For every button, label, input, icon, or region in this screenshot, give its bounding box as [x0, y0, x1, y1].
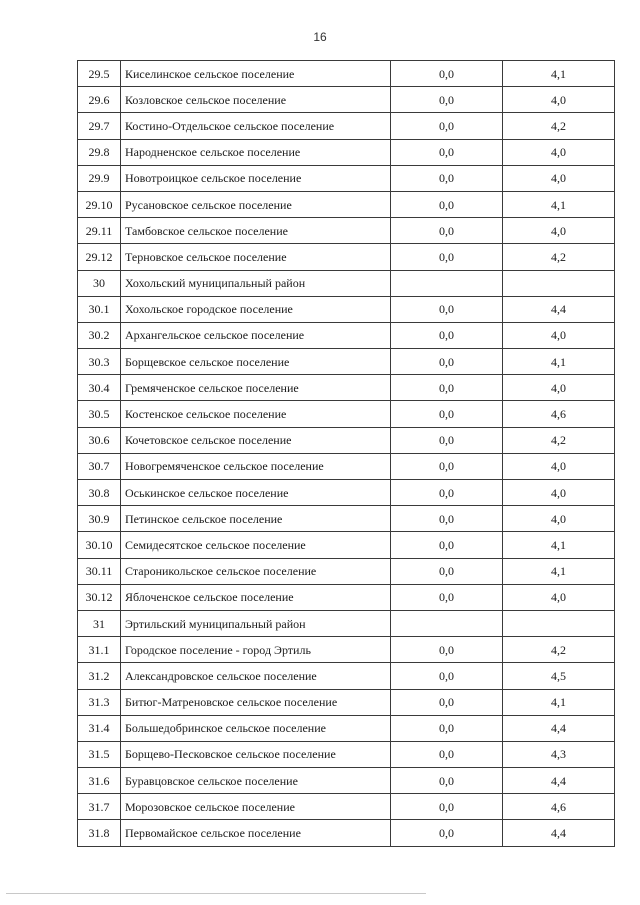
row-value-2-cell: 4,0	[503, 87, 615, 113]
row-name-cell: Хохольское городское поселение	[121, 296, 391, 322]
table-row	[78, 741, 615, 767]
row-value-1-cell: 0,0	[391, 139, 503, 165]
row-name-cell: Терновское сельское поселение	[121, 244, 391, 270]
row-value-1-cell: 0,0	[391, 322, 503, 348]
row-value-2-cell: 4,0	[503, 322, 615, 348]
row-number-cell: 29.9	[78, 165, 121, 191]
row-value-2-cell: 4,6	[503, 401, 615, 427]
row-name-cell: Александровское сельское поселение	[121, 663, 391, 689]
row-name-cell: Староникольское сельское поселение	[121, 558, 391, 584]
row-name-cell: Городское поселение - город Эртиль	[121, 637, 391, 663]
row-name-cell: Петинское сельское поселение	[121, 506, 391, 532]
row-number-cell: 29.8	[78, 139, 121, 165]
table-row	[78, 637, 615, 663]
table-row	[78, 61, 615, 87]
row-number-cell: 29.7	[78, 113, 121, 139]
row-value-1-cell: 0,0	[391, 584, 503, 610]
row-number-cell: 31.5	[78, 741, 121, 767]
table-row	[78, 794, 615, 820]
row-value-1-cell: 0,0	[391, 349, 503, 375]
row-name-cell: Народненское сельское поселение	[121, 139, 391, 165]
row-value-2-cell: 4,0	[503, 165, 615, 191]
row-name-cell: Кочетовское сельское поселение	[121, 427, 391, 453]
row-value-2-cell: 4,4	[503, 296, 615, 322]
row-value-2-cell: 4,0	[503, 480, 615, 506]
row-number-cell: 31	[78, 610, 121, 636]
row-name-cell: Буравцовское сельское поселение	[121, 768, 391, 794]
row-number-cell: 30.5	[78, 401, 121, 427]
row-value-1-cell: 0,0	[391, 87, 503, 113]
table-row	[78, 427, 615, 453]
row-value-2-cell: 4,4	[503, 768, 615, 794]
row-value-2-cell: 4,0	[503, 139, 615, 165]
row-value-2-cell: 4,4	[503, 715, 615, 741]
row-value-1-cell: 0,0	[391, 218, 503, 244]
table-row	[78, 349, 615, 375]
row-number-cell: 30.1	[78, 296, 121, 322]
row-value-2-cell: 4,0	[503, 584, 615, 610]
table-row	[78, 820, 615, 846]
table-row	[78, 689, 615, 715]
table-row	[78, 558, 615, 584]
row-name-cell: Русановское сельское поселение	[121, 191, 391, 217]
table-row	[78, 610, 615, 636]
table-row	[78, 165, 615, 191]
table-row	[78, 506, 615, 532]
table-row	[78, 584, 615, 610]
row-value-1-cell: 0,0	[391, 741, 503, 767]
row-value-2-cell: 4,1	[503, 61, 615, 87]
row-number-cell: 29.12	[78, 244, 121, 270]
row-name-cell: Эртильский муниципальный район	[121, 610, 391, 636]
row-value-1-cell	[391, 270, 503, 296]
row-name-cell: Козловское сельское поселение	[121, 87, 391, 113]
row-number-cell: 31.1	[78, 637, 121, 663]
row-value-2-cell: 4,1	[503, 558, 615, 584]
row-name-cell: Новогремяченское сельское поселение	[121, 453, 391, 479]
row-name-cell: Борщевское сельское поселение	[121, 349, 391, 375]
row-value-2-cell: 4,1	[503, 191, 615, 217]
table-row	[78, 218, 615, 244]
row-number-cell: 30.12	[78, 584, 121, 610]
row-number-cell: 31.4	[78, 715, 121, 741]
row-name-cell: Хохольский муниципальный район	[121, 270, 391, 296]
row-value-2-cell: 4,2	[503, 113, 615, 139]
row-value-1-cell: 0,0	[391, 768, 503, 794]
row-value-2-cell: 4,2	[503, 244, 615, 270]
row-name-cell: Костенское сельское поселение	[121, 401, 391, 427]
row-value-1-cell: 0,0	[391, 506, 503, 532]
row-number-cell: 30.4	[78, 375, 121, 401]
row-value-2-cell: 4,2	[503, 637, 615, 663]
table-body	[78, 61, 615, 847]
row-number-cell: 30.10	[78, 532, 121, 558]
row-value-2-cell: 4,4	[503, 820, 615, 846]
row-name-cell: Борщево-Песковское сельское поселение	[121, 741, 391, 767]
table-row	[78, 715, 615, 741]
row-number-cell: 29.10	[78, 191, 121, 217]
row-name-cell: Семидесятское сельское поселение	[121, 532, 391, 558]
table-row	[78, 480, 615, 506]
row-value-1-cell: 0,0	[391, 401, 503, 427]
table-row	[78, 322, 615, 348]
table-row	[78, 191, 615, 217]
row-value-1-cell: 0,0	[391, 558, 503, 584]
row-value-1-cell: 0,0	[391, 663, 503, 689]
row-value-1-cell: 0,0	[391, 715, 503, 741]
row-value-2-cell: 4,0	[503, 218, 615, 244]
table-row	[78, 270, 615, 296]
row-value-2-cell: 4,3	[503, 741, 615, 767]
table-row	[78, 453, 615, 479]
row-value-1-cell: 0,0	[391, 480, 503, 506]
row-number-cell: 29.5	[78, 61, 121, 87]
row-number-cell: 29.6	[78, 87, 121, 113]
row-value-1-cell: 0,0	[391, 165, 503, 191]
table-row	[78, 296, 615, 322]
row-number-cell: 31.3	[78, 689, 121, 715]
row-name-cell: Костино-Отдельское сельское поселение	[121, 113, 391, 139]
row-value-2-cell: 4,6	[503, 794, 615, 820]
row-number-cell: 30.8	[78, 480, 121, 506]
table-row	[78, 768, 615, 794]
footer-divider	[6, 893, 426, 894]
row-number-cell: 29.11	[78, 218, 121, 244]
table-row	[78, 663, 615, 689]
row-number-cell: 30.11	[78, 558, 121, 584]
row-value-2-cell	[503, 610, 615, 636]
row-name-cell: Тамбовское сельское поселение	[121, 218, 391, 244]
row-number-cell: 30	[78, 270, 121, 296]
row-number-cell: 31.6	[78, 768, 121, 794]
row-number-cell: 30.2	[78, 322, 121, 348]
row-name-cell: Новотроицкое сельское поселение	[121, 165, 391, 191]
row-number-cell: 31.2	[78, 663, 121, 689]
row-value-1-cell: 0,0	[391, 191, 503, 217]
row-number-cell: 30.9	[78, 506, 121, 532]
table-row	[78, 113, 615, 139]
row-value-1-cell: 0,0	[391, 61, 503, 87]
table-row	[78, 375, 615, 401]
row-number-cell: 30.7	[78, 453, 121, 479]
table-row	[78, 401, 615, 427]
table-row	[78, 87, 615, 113]
row-number-cell: 30.6	[78, 427, 121, 453]
row-name-cell: Архангельское сельское поселение	[121, 322, 391, 348]
row-value-1-cell: 0,0	[391, 296, 503, 322]
row-value-1-cell: 0,0	[391, 244, 503, 270]
row-value-2-cell: 4,2	[503, 427, 615, 453]
row-name-cell: Яблоченское сельское поселение	[121, 584, 391, 610]
row-number-cell: 31.8	[78, 820, 121, 846]
table-row	[78, 244, 615, 270]
row-value-1-cell: 0,0	[391, 453, 503, 479]
row-value-1-cell: 0,0	[391, 794, 503, 820]
row-value-1-cell: 0,0	[391, 637, 503, 663]
row-value-1-cell: 0,0	[391, 689, 503, 715]
row-value-2-cell: 4,1	[503, 532, 615, 558]
row-name-cell: Большедобринское сельское поселение	[121, 715, 391, 741]
row-name-cell: Морозовское сельское поселение	[121, 794, 391, 820]
row-name-cell: Битюг-Матреновское сельское поселение	[121, 689, 391, 715]
row-value-2-cell: 4,0	[503, 506, 615, 532]
row-value-1-cell: 0,0	[391, 375, 503, 401]
row-number-cell: 30.3	[78, 349, 121, 375]
row-value-2-cell	[503, 270, 615, 296]
row-name-cell: Оськинское сельское поселение	[121, 480, 391, 506]
row-name-cell: Киселинское сельское поселение	[121, 61, 391, 87]
row-value-2-cell: 4,0	[503, 375, 615, 401]
row-value-2-cell: 4,1	[503, 349, 615, 375]
row-value-2-cell: 4,0	[503, 453, 615, 479]
row-value-2-cell: 4,5	[503, 663, 615, 689]
row-value-1-cell: 0,0	[391, 532, 503, 558]
page-number: 16	[313, 30, 327, 44]
row-number-cell: 31.7	[78, 794, 121, 820]
row-value-1-cell: 0,0	[391, 820, 503, 846]
table-row	[78, 139, 615, 165]
row-name-cell: Гремяченское сельское поселение	[121, 375, 391, 401]
row-value-1-cell: 0,0	[391, 113, 503, 139]
row-value-1-cell: 0,0	[391, 427, 503, 453]
data-table	[77, 60, 615, 847]
row-name-cell: Первомайское сельское поселение	[121, 820, 391, 846]
row-value-1-cell	[391, 610, 503, 636]
table-row	[78, 532, 615, 558]
row-value-2-cell: 4,1	[503, 689, 615, 715]
